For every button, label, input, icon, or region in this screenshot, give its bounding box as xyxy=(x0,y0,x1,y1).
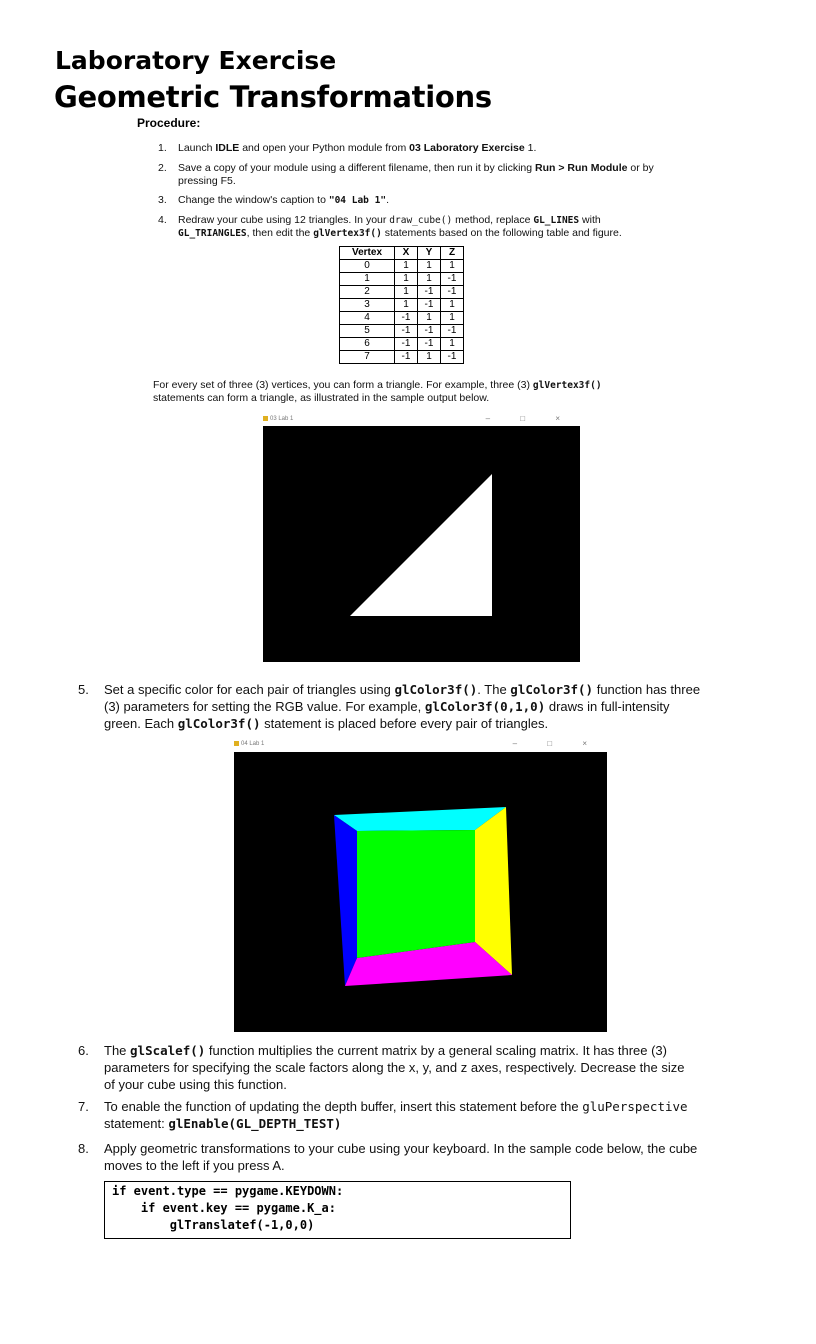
table-cell: 1 xyxy=(418,260,441,273)
table-cell: 1 xyxy=(441,338,464,351)
step-text: or by xyxy=(627,162,654,174)
table-cell: 6 xyxy=(340,338,395,351)
document-title-line2: Geometric Transformations xyxy=(54,80,492,114)
table-cell: 7 xyxy=(340,351,395,364)
glvertex-code: glVertex3f() xyxy=(532,380,602,391)
table-cell: -1 xyxy=(418,338,441,351)
step-text: of your cube using this function. xyxy=(104,1077,287,1092)
table-cell: -1 xyxy=(441,273,464,286)
step-text: moves to the left if you press A. xyxy=(104,1158,285,1173)
gl-triangles-code: GL_TRIANGLES xyxy=(178,228,247,239)
gluperspective-code: gluPerspective xyxy=(582,1099,688,1114)
glscalef-code: glScalef() xyxy=(130,1043,206,1058)
step-text: green. Each xyxy=(104,716,178,731)
column-header: X xyxy=(395,247,418,260)
step-text: draws in full-intensity xyxy=(545,699,670,714)
caption-code: "04 Lab 1" xyxy=(328,195,387,206)
table-cell: 1 xyxy=(441,299,464,312)
glvertex-code: glVertex3f() xyxy=(313,228,382,239)
step-4 xyxy=(158,214,622,240)
triangle-paragraph xyxy=(153,379,602,405)
table-row xyxy=(340,286,464,299)
table-cell: -1 xyxy=(395,325,418,338)
table-cell: -1 xyxy=(395,351,418,364)
step-text: statement is placed before every pair of triangles. xyxy=(260,716,549,731)
paragraph-text: For every set of three (3) vertices, you can form a triangle. For example, three (3) xyxy=(153,379,533,391)
paragraph-text: statements can form a triangle, as illustrated in the sample output below. xyxy=(153,392,490,404)
table-cell: -1 xyxy=(441,325,464,338)
table-row xyxy=(340,273,464,286)
window-caption xyxy=(263,416,293,422)
procedure-label: Procedure: xyxy=(137,116,201,130)
column-header: Y xyxy=(418,247,441,260)
menu-path: Run > Run Module xyxy=(535,162,628,174)
step-8 xyxy=(78,1140,698,1174)
table-cell: 1 xyxy=(395,273,418,286)
glcolor-example-code: glColor3f(0,1,0) xyxy=(424,699,546,714)
glcolor-code: glColor3f() xyxy=(394,682,478,697)
column-header: Vertex xyxy=(340,247,395,260)
step-number: 5. xyxy=(78,682,89,697)
glcolor-code: glColor3f() xyxy=(510,682,594,697)
step-text: (3) parameters for setting the RGB value. For example, xyxy=(104,699,425,714)
output-canvas-cube xyxy=(234,752,607,1032)
step-text: parameters for specifying the scale factors along the x, y, and z axes, respectively. Decrease the size xyxy=(104,1060,685,1075)
step-number: 7. xyxy=(78,1099,89,1114)
code-sample xyxy=(104,1181,571,1239)
step-text: method, replace xyxy=(452,214,534,226)
glenable-code: glEnable(GL_DEPTH_TEST) xyxy=(168,1116,342,1131)
table-row xyxy=(340,338,464,351)
table-cell: 1 xyxy=(418,312,441,325)
step-text: Apply geometric transformations to your cube using your keyboard. In the sample code below, the cube xyxy=(104,1141,698,1156)
step-text: 1. xyxy=(524,142,537,154)
idle-label: IDLE xyxy=(215,142,240,154)
table-row xyxy=(340,325,464,338)
triangle-render xyxy=(263,426,580,662)
window-controls[interactable]: – □ × xyxy=(485,414,574,423)
vertex-table xyxy=(339,246,464,364)
table-cell: 1 xyxy=(418,351,441,364)
step-5 xyxy=(78,681,701,732)
step-number: 8. xyxy=(78,1141,89,1156)
step-text: function multiplies the current matrix by a general scaling matrix. It has three (3) xyxy=(205,1043,667,1058)
step-text: and open your Python module from xyxy=(239,142,410,154)
table-cell: 1 xyxy=(418,273,441,286)
table-cell: -1 xyxy=(418,299,441,312)
step-text: Change the window's caption to xyxy=(178,194,329,206)
step-2 xyxy=(158,162,654,188)
table-cell: -1 xyxy=(441,351,464,364)
step-text: statement: xyxy=(104,1116,169,1131)
table-cell: -1 xyxy=(441,286,464,299)
step-number: 4. xyxy=(158,214,167,226)
table-cell: 1 xyxy=(441,312,464,325)
table-cell: -1 xyxy=(418,286,441,299)
table-header-row xyxy=(340,247,464,260)
cube-face-front xyxy=(357,830,475,958)
step-3 xyxy=(158,194,389,207)
step-number: 3. xyxy=(158,194,167,206)
step-1 xyxy=(158,142,537,155)
code-line: if event.key == pygame.K_a: xyxy=(112,1201,336,1215)
table-cell: 0 xyxy=(340,260,395,273)
step-text: Launch xyxy=(178,142,216,154)
step-number: 2. xyxy=(158,162,167,174)
step-text: pressing F5. xyxy=(178,175,236,187)
white-triangle xyxy=(350,474,492,616)
method-name: draw_cube() xyxy=(389,215,453,226)
window-title: 03 Lab 1 xyxy=(270,416,294,423)
step-text: . The xyxy=(477,682,511,697)
step-text: with xyxy=(579,214,601,226)
app-icon xyxy=(234,741,239,746)
table-row xyxy=(340,312,464,325)
step-text: statements based on the following table and figure. xyxy=(381,227,622,239)
glcolor-code: glColor3f() xyxy=(177,716,261,731)
window-controls[interactable]: – □ × xyxy=(512,739,601,748)
cube-face-left xyxy=(334,815,357,986)
table-cell: 1 xyxy=(441,260,464,273)
step-text: function has three xyxy=(593,682,701,697)
output-canvas-triangle xyxy=(263,426,580,662)
step-text: Set a specific color for each pair of triangles using xyxy=(104,682,395,697)
step-6 xyxy=(78,1042,685,1093)
table-cell: 5 xyxy=(340,325,395,338)
table-cell: 4 xyxy=(340,312,395,325)
gl-lines-code: GL_LINES xyxy=(533,215,580,226)
step-number: 1. xyxy=(158,142,167,154)
step-text: Save a copy of your module using a different filename, then run it by clicking xyxy=(178,162,536,174)
code-line: glTranslatef(-1,0,0) xyxy=(112,1218,315,1232)
step-text: To enable the function of updating the depth buffer, insert this statement before the xyxy=(104,1099,583,1114)
column-header: Z xyxy=(441,247,464,260)
module-name: 03 Laboratory Exercise xyxy=(409,142,525,154)
app-icon xyxy=(263,416,268,421)
step-number: 6. xyxy=(78,1043,89,1058)
table-cell: 1 xyxy=(395,260,418,273)
code-line: if event.type == pygame.KEYDOWN: xyxy=(112,1184,344,1198)
table-cell: 1 xyxy=(395,286,418,299)
table-cell: 2 xyxy=(340,286,395,299)
cube-render xyxy=(234,752,607,1032)
table-cell: -1 xyxy=(418,325,441,338)
table-row xyxy=(340,299,464,312)
step-7 xyxy=(78,1098,688,1132)
step-text: The xyxy=(104,1043,131,1058)
table-cell: -1 xyxy=(395,338,418,351)
table-cell: 1 xyxy=(395,299,418,312)
step-text: , then edit the xyxy=(246,227,314,239)
table-cell: -1 xyxy=(395,312,418,325)
window-titlebar xyxy=(234,739,607,753)
document-title-line1: Laboratory Exercise xyxy=(55,46,337,75)
step-text: Redraw your cube using 12 triangles. In your xyxy=(178,214,390,226)
table-row xyxy=(340,351,464,364)
window-caption xyxy=(234,741,264,747)
step-text: . xyxy=(386,194,389,206)
table-cell: 3 xyxy=(340,299,395,312)
table-cell: 1 xyxy=(340,273,395,286)
window-title: 04 Lab 1 xyxy=(241,741,265,748)
table-row xyxy=(340,260,464,273)
